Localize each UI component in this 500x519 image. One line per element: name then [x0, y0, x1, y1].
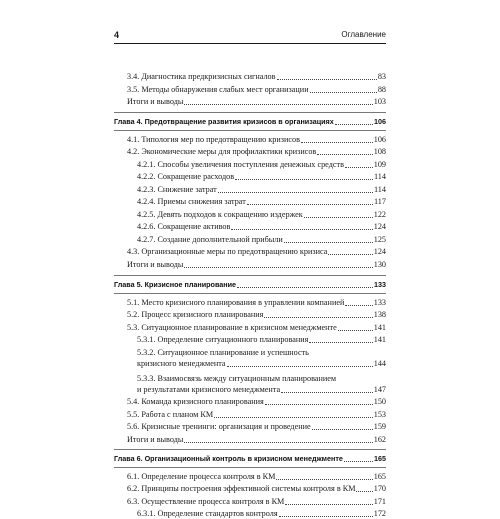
toc-entry-title: 4.2.5. Девять подходов к сокращению издержек	[137, 210, 303, 219]
dot-leader	[184, 104, 372, 105]
toc-entry-title-line2: кризисного менеджмента	[137, 359, 226, 368]
toc-entry	[114, 246, 386, 257]
toc-entry	[114, 234, 386, 245]
toc-entry	[114, 96, 386, 107]
dot-leader	[264, 317, 372, 318]
dot-leader	[285, 504, 372, 505]
toc-entry-title: 5.3.1. Определение ситуационного планирования	[137, 335, 309, 344]
toc-entry-title: 4.2.7. Создание дополнительной прибыли	[137, 235, 283, 244]
chapter-page: 133	[374, 280, 386, 289]
toc-entry	[114, 171, 386, 182]
toc-entry	[114, 434, 386, 445]
toc-entry-title: 6.3.1. Определение стандартов контроля	[137, 509, 278, 518]
running-header	[114, 30, 386, 44]
toc-entry-page: 159	[373, 422, 386, 431]
dot-leader	[356, 491, 372, 492]
toc-entry	[114, 159, 386, 170]
toc-entry-title: 6.3. Осуществление процесса контроля в КМ	[127, 497, 285, 506]
toc-entry	[114, 483, 386, 494]
toc-entry-page: 103	[373, 97, 386, 106]
chapter-entry	[114, 279, 386, 290]
section-rule	[114, 449, 386, 450]
dot-leader	[284, 242, 373, 243]
toc-entry	[114, 409, 386, 420]
dot-leader	[184, 267, 372, 268]
toc-entry-title: 6.1. Определение процесса контроля в КМ	[127, 472, 276, 481]
dot-leader	[276, 479, 372, 480]
toc-entry	[114, 384, 386, 395]
dot-leader	[265, 404, 373, 405]
toc-entry-page: 147	[373, 385, 386, 394]
dot-leader	[310, 92, 377, 93]
page-number: 4	[114, 30, 120, 40]
chapter-title: Глава 5. Кризисное планирование	[114, 280, 237, 289]
toc-entry-page: 88	[377, 85, 386, 94]
dot-leader	[231, 229, 372, 230]
toc-entry-page: 162	[373, 435, 386, 444]
section-rule	[114, 467, 386, 468]
toc-entry-page: 114	[374, 172, 386, 181]
running-title: Оглавление	[341, 30, 386, 39]
section-rule	[114, 293, 386, 294]
toc-entry	[114, 421, 386, 432]
dot-leader	[335, 124, 373, 125]
dot-leader	[279, 516, 373, 517]
toc-entry-title: 4.2. Экономические меры для профилактики кризисов	[127, 147, 317, 156]
toc-entry-title: 4.1. Типология мер по предотвращению кризисов	[127, 135, 300, 144]
toc-entry	[114, 297, 386, 308]
toc-entry-title: 5.4. Команда кризисного планирования	[127, 397, 264, 406]
dot-leader	[214, 417, 373, 418]
header-rule	[114, 43, 386, 44]
toc-entry	[114, 184, 386, 195]
toc-entry-title: Итоги и выводы	[127, 260, 184, 269]
toc-entry-page: 141	[373, 323, 386, 332]
section-rule	[114, 112, 386, 113]
chapter-entry	[114, 453, 386, 464]
toc-entry	[114, 209, 386, 220]
toc-entry-page: 124	[373, 222, 386, 231]
toc-entry-page: 114	[374, 185, 386, 194]
toc-entry-page: 83	[377, 72, 386, 81]
dot-leader	[304, 217, 373, 218]
toc-entry-title-line1: 5.3.2. Ситуационное планирование и успешность	[137, 348, 309, 357]
toc-entry	[114, 309, 386, 320]
dot-leader	[301, 142, 373, 143]
toc-entry-title: 4.2.2. Сокращение расходов	[137, 172, 235, 181]
toc-entry-page: 133	[373, 298, 386, 307]
dot-leader	[218, 192, 373, 193]
toc-entry-title: 4.2.6. Сокращение активов	[137, 222, 231, 231]
toc-entry-page: 153	[373, 410, 386, 419]
toc-entry	[114, 471, 386, 482]
toc-entry-title: 5.3. Ситуационное планирование в кризисном менеджменте	[127, 323, 337, 332]
dot-leader	[277, 79, 377, 80]
dot-leader	[235, 179, 373, 180]
toc-entry	[114, 134, 386, 145]
toc-entry	[114, 508, 386, 519]
dot-leader	[344, 461, 373, 462]
toc-entry	[114, 259, 386, 270]
toc-entry-page: 109	[373, 160, 386, 169]
toc-entry-title: 4.2.3. Снижение затрат	[137, 185, 217, 194]
toc-entry	[114, 221, 386, 232]
toc-entry	[114, 146, 386, 157]
toc-entry-title: 5.6. Кризисные тренинги: организация и проведение	[127, 422, 311, 431]
toc-entry-title: Итоги и выводы	[127, 97, 184, 106]
toc-entry-title: 3.5. Методы обнаружения слабых мест организации	[127, 85, 309, 94]
dot-leader	[227, 366, 373, 367]
dot-leader	[247, 204, 373, 205]
dot-leader	[338, 330, 373, 331]
toc-entry-title: 5.1. Место кризисного планирования в управлении компанией	[127, 298, 345, 307]
dot-leader	[184, 442, 372, 443]
toc-entry	[114, 334, 386, 345]
dot-leader	[309, 342, 372, 343]
toc-entry	[114, 396, 386, 407]
dot-leader	[312, 429, 373, 430]
chapter-entry	[114, 116, 386, 127]
toc-entry-title: 4.2.4. Приемы снижения затрат	[137, 197, 246, 206]
toc-entry	[114, 322, 386, 333]
toc-entry-page: 122	[373, 210, 386, 219]
toc-entry-title: 5.5. Работа с планом КМ	[127, 410, 214, 419]
dot-leader	[317, 154, 372, 155]
toc-entry	[114, 84, 386, 95]
toc-entry-page: 141	[373, 335, 386, 344]
dot-leader	[328, 254, 372, 255]
section-rule	[114, 275, 386, 276]
chapter-page: 165	[374, 454, 386, 463]
dot-leader	[345, 305, 372, 306]
toc-entry-title: 3.4. Диагностика предкризисных сигналов	[127, 72, 276, 81]
chapter-title: Глава 4. Предотвращение развития кризисов в организациях	[114, 117, 334, 126]
toc-entry-title: 4.3. Организационные меры по предотвращению кризиса	[127, 247, 328, 256]
toc-entry-page: 130	[373, 260, 386, 269]
toc-entry-page: 117	[374, 197, 386, 206]
toc-entry-page: 165	[373, 472, 386, 481]
toc-entry-page: 106	[373, 135, 386, 144]
toc-entry-title-line1: 5.3.3. Взаимосвязь между ситуационным планированием	[137, 374, 337, 383]
dot-leader	[281, 392, 373, 393]
toc-entry-page: 144	[373, 359, 386, 368]
toc-entry-page: 150	[373, 397, 386, 406]
toc-entry	[114, 71, 386, 82]
toc-entry-title: 6.2. Принципы построения эффективной системы контроля в КМ	[127, 484, 356, 493]
dot-leader	[345, 167, 373, 168]
toc-entry	[114, 196, 386, 207]
chapter-page: 106	[374, 117, 386, 126]
dot-leader	[237, 287, 373, 288]
toc-entry-title-line2: и результатами кризисного менеджмента	[137, 385, 281, 394]
toc-entry	[114, 358, 386, 369]
toc-entry-page: 172	[373, 509, 386, 518]
chapter-title: Глава 6. Организационный контроль в кризисном менеджменте	[114, 454, 343, 463]
toc-entry-title: 4.2.1. Способы увеличения поступления денежных средств	[137, 160, 344, 169]
toc-entry-page: 170	[373, 484, 386, 493]
toc-entry-title: 5.2. Процесс кризисного планирования	[127, 310, 264, 319]
toc-entry-page: 108	[373, 147, 386, 156]
toc-entry-page: 125	[373, 235, 386, 244]
toc-entry-page: 138	[373, 310, 386, 319]
toc-entry-title: Итоги и выводы	[127, 435, 184, 444]
toc-entry-page: 124	[373, 247, 386, 256]
section-rule	[114, 130, 386, 131]
toc-entry-page: 171	[373, 497, 386, 506]
toc-entry	[114, 496, 386, 507]
